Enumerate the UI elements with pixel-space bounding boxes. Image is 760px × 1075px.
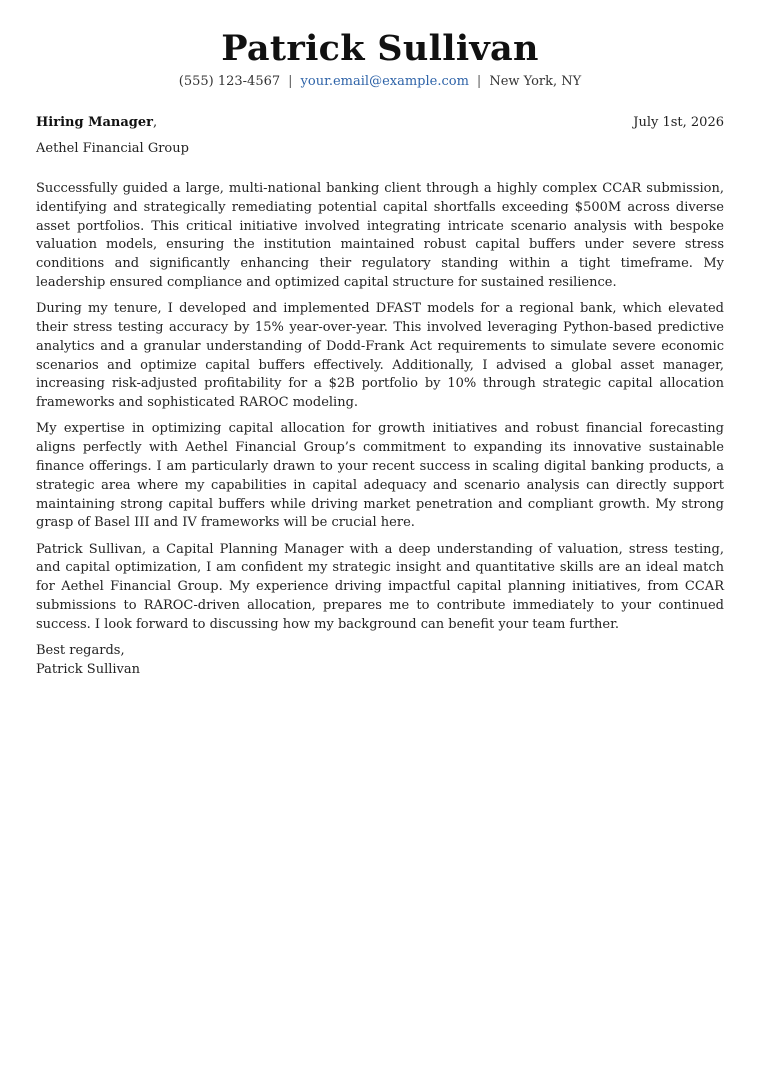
salutation-row (36, 114, 724, 132)
email-link[interactable]: your.email@example.com (300, 74, 469, 89)
recipient-comma: , (152, 115, 158, 130)
recipient-name: Hiring Manager (36, 115, 153, 130)
phone-number: (555) 123-4567 (178, 74, 281, 89)
body-paragraph: Patrick Sullivan, a Capital Planning Manager with a deep understanding of valuation, stress testing, and capital optimization, I am confident my strategic insight and quantitative skills are an ideal match for Aethel Financial Group. My experience driving impactful capital planning initiatives, from CCAR submissions to RAROC-driven allocation, prepares me to contribute immediately to your continued success. I look forward to discussing how my background can benefit your team further. (36, 541, 724, 632)
letter-body (36, 180, 724, 679)
contact-separator: | (288, 74, 293, 89)
company-name: Aethel Financial Group (36, 141, 189, 156)
body-paragraph: Successfully guided a large, multi-national banking client through a highly complex CCAR submission, identifying and strategically remediating potential capital shortfalls exceeding $500M across diverse asset portfolios. This critical initiative involved integrating intricate scenario analysis with bespoke valuation models, ensuring the institution maintained robust capital buffers under severe stress conditions and significantly enhancing their regulatory standing within a tight timeframe. My leadership ensured compliance and optimized capital structure for sustained resilience. (36, 181, 724, 290)
signature: Patrick Sullivan (36, 661, 141, 677)
applicant-name: Patrick Sullivan (221, 28, 539, 69)
closing-block (36, 642, 724, 680)
closing-phrase: Best regards, (36, 642, 125, 658)
body-paragraph: During my tenure, I developed and implemented DFAST models for a regional bank, which elevated their stress testing accuracy by 15% year-over-year. This involved leveraging Python-based predictive analytics and a granular understanding of Dodd-Frank Act requirements to simulate severe economic scenarios and optimize capital buffers effectively. Additionally, I advised a global asset manager, increasing risk-adjusted profitability for a $2B portfolio by 10% through strategic capital allocation frameworks and sophisticated RAROC modeling. (36, 301, 724, 411)
location: New York, NY (489, 74, 582, 89)
contact-separator: | (476, 74, 482, 89)
contact-line (0, 73, 760, 91)
recipient (36, 114, 157, 132)
body-paragraph: My expertise in optimizing capital allocation for growth initiatives and robust financial forecasting aligns perfectly with Aethel Financial Group’s commitment to expanding its innovative sustainable finance offerings. I am particularly drawn to your recent success in scaling digital banking products, a strategic area where my capabilities in capital adequacy and scenario analysis can directly support maintaining strong capital buffers while driving market penetration and compliant growth. My strong grasp of Basel III and IV frameworks will be crucial here. (36, 421, 724, 531)
letter-date: July 1st, 2026 (633, 115, 724, 130)
